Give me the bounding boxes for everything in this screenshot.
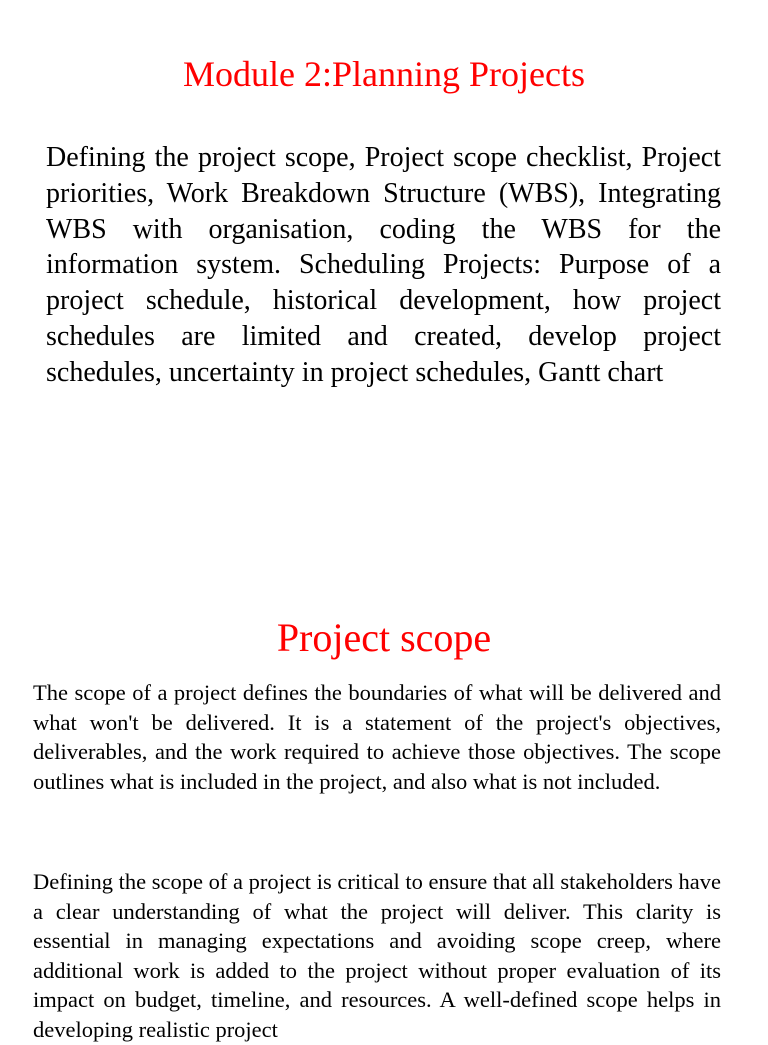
scope-paragraph-1: The scope of a project defines the boundaries of what will be delivered and what won't be delivered. It is a statement of the project's objectives, deliverables, and the work required to achieve those objectives. The scope outlines what is included in the project, and also what is not included. [33, 680, 721, 794]
module-title: Module 2:Planning Projects [183, 54, 585, 94]
scope-paragraph-2: Defining the scope of a project is critical to ensure that all stakeholders have a clear understanding of what the project will deliver. This clarity is essential in managing expectations and avoiding scope creep, where additional work is added to the project without proper evaluation of its impact on budget, timeline, and resources. A well-defined scope helps in developing realistic project [33, 869, 721, 1042]
section-title: Project scope [276, 615, 492, 660]
module-syllabus-text: Defining the project scope, Project scope checklist, Project priorities, Work Breakdown Structure (WBS), Integrating WBS with organisation, coding the WBS for the information system. Scheduling Projects: Purpose of a project schedule, historical development, how project schedules are limited and created, develop project schedules, uncertainty in project schedules, Gantt chart [46, 142, 721, 388]
